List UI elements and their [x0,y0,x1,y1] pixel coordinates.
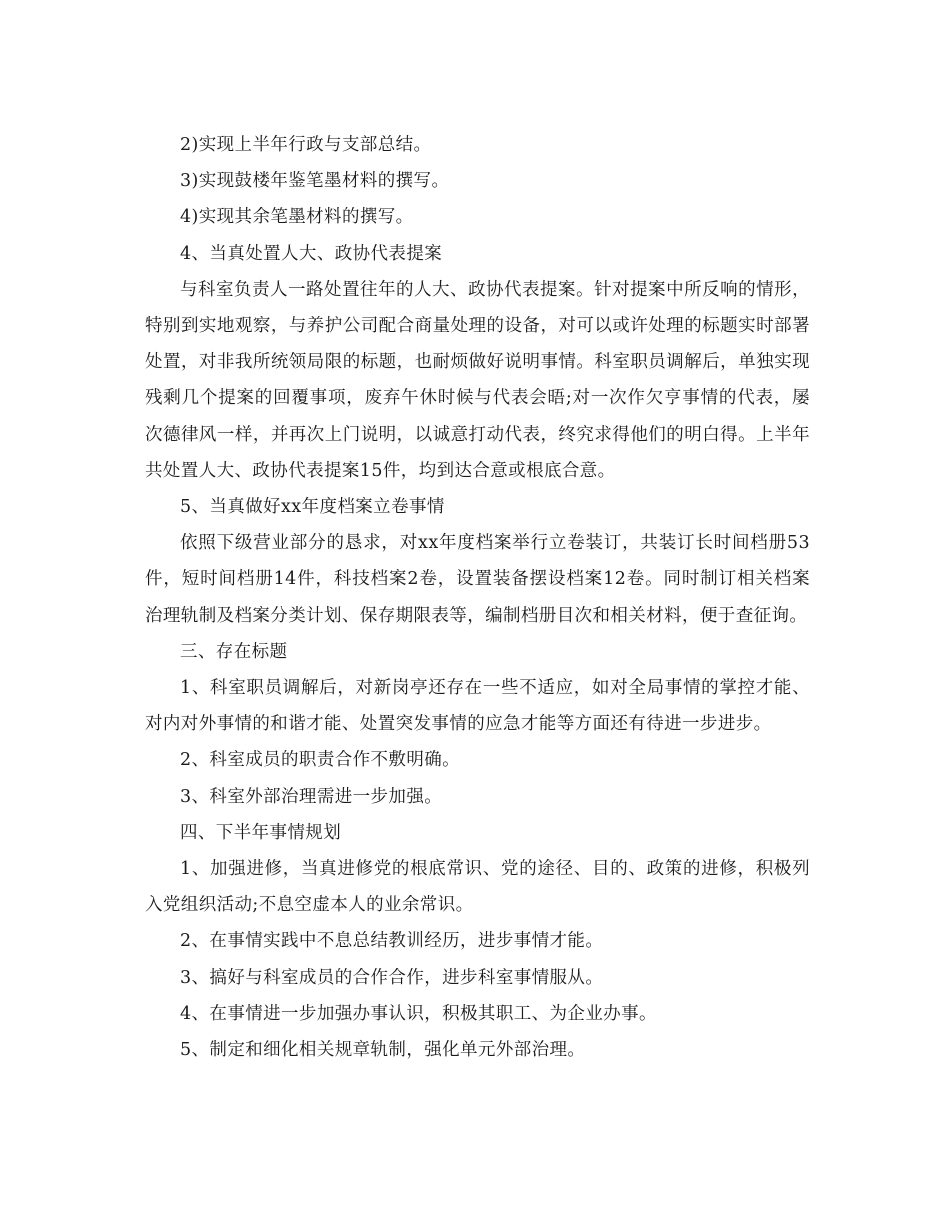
list-item: 3、科室外部治理需进一步加强。 [180,786,443,807]
section-heading: 5、当真做好xx年度档案立卷事情 [180,497,445,518]
list-item: 2)实现上半年行政与支部总结。 [180,135,432,155]
list-item: 1、科室职员调解后，对新岗亭还存在一些不适应，如对全局事情的掌控才能、对内对外事情的和谐才能、处置突发事情的应急才能等方面还有待进一步进步。 [145,678,810,735]
list-item: 2、科室成员的职责合作不敷明确。 [180,750,461,771]
document-body [145,127,810,1068]
body-paragraph: 与科室负责人一路处置往年的人大、政协代表提案。针对提案中所反响的情形，特别到实地观察，与养护公司配合商量处理的设备，对可以或许处理的标题实时部署处置，对非我所统领局限的标题，也耐烦做好说明事情。科室职员调解后，单独实现残剩几个提案的回覆事项，废弃午休时候与代表会晤;对一次作欠亨事情的代表，屡次德律风一样，并再次上门说明，以诚意打动代表，终究求得他们的明白得。上半年共处置人大、政协代表提案15件，均到达合意或根底合意。 [145,279,810,481]
section-heading: 四、下半年事情规划 [180,822,342,843]
list-item: 3)实现鼓楼年鉴笔墨材料的撰写。 [180,171,450,192]
list-item: 4、在事情进一步加强办事认识，积极其职工、为企业办事。 [180,1003,657,1024]
list-item: 5、制定和细化相关规章轨制，强化单元外部治理。 [180,1040,586,1061]
body-paragraph: 依照下级营业部分的恳求，对xx年度档案举行立卷装订，共装订长时间档册53件，短时间档册14件，科技档案2卷，设置装备摆设档案12卷。同时制订相关档案治理轨制及档案分类计划、保存期限表等，编制档册目次和相关材料，便于查征询。 [145,533,810,626]
list-item: 4)实现其余笔墨材料的撰写。 [180,207,414,228]
list-item: 1、加强进修，当真进修党的根底常识、党的途径、目的、政策的进修，积极列入党组织活动;不息空虚本人的业余常识。 [145,859,810,916]
section-heading: 三、存在标题 [180,641,288,662]
section-heading: 4、当真处置人大、政协代表提案 [180,243,443,264]
list-item: 2、在事情实践中不息总结教训经历，进步事情才能。 [180,931,604,952]
list-item: 3、搞好与科室成员的合作合作，进步科室事情服从。 [180,967,604,988]
